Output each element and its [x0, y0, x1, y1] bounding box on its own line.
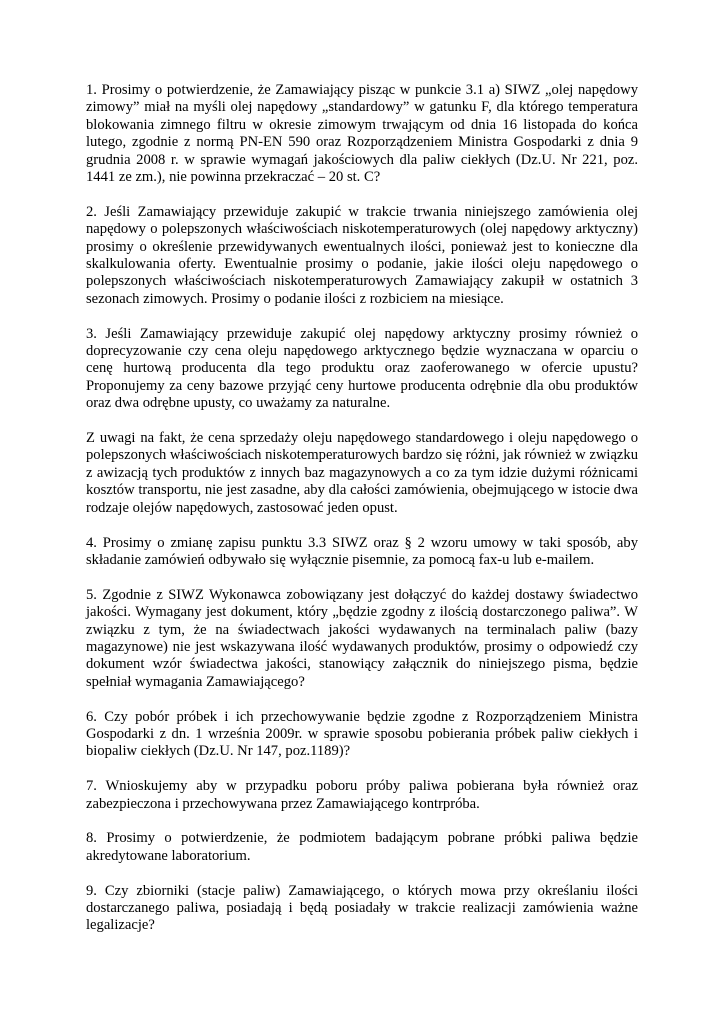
question-2-paragraph: 2. Jeśli Zamawiający przewiduje zakupić w trakcie trwania niniejszego zamówienia olej napędowy o polepszonych właściwościach niskotemperaturowych (olej napędowy arktyczny) prosimy o określenie przewidywanych ewentualnych ilości, ponieważ jest to konieczne dla skalkulowania oferty. Ewentualnie prosimy o podanie, jakie ilości oleju napędowego o polepszonych właściwościach niskotemperaturowych Zamawiający zakupił w ostatnich 3 sezonach zimowych. Prosimy o podanie ilości z rozbiciem na miesiące.: [86, 203, 638, 307]
question-9-paragraph: 9. Czy zbiorniki (stacje paliw) Zamawiającego, o których mowa przy określaniu ilości dostarczanego paliwa, posiadają i będą posiadały w trakcie realizacji zamówienia ważne legalizacje?: [86, 882, 638, 934]
question-5-paragraph: 5. Zgodnie z SIWZ Wykonawca zobowiązany jest dołączyć do każdej dostawy świadectwo jakości. Wymagany jest dokument, który „będzie zgodny z ilością dostarczonego paliwa”. W związku z tym, że na świadectwach jakości wydawanych na terminalach paliw (bazy magazynowe) nie jest wskazywana ilość wydawanych produktów, prosimy o odpowiedź czy dokument wzór świadectwa jakości, stanowiący załącznik do niniejszego pisma, będzie spełniał wymagania Zamawiającego?: [86, 586, 638, 690]
question-1-paragraph: 1. Prosimy o potwierdzenie, że Zamawiający pisząc w punkcie 3.1 a) SIWZ „olej napędowy zimowy” miał na myśli olej napędowy „standardowy” w gatunku F, dla którego temperatura blokowania zimnego filtru w okresie zimowym trwającym od dnia 16 listopada do końca lutego, zgodnie z normą PN-EN 590 oraz Rozporządzeniem Ministra Gospodarki z dnia 9 grudnia 2008 r. w sprawie wymagań jakościowych dla paliw ciekłych (Dz.U. Nr 221, poz. 1441 ze zm.), nie powinna przekraczać – 20 st. C?: [86, 82, 638, 186]
question-6-paragraph: 6. Czy pobór próbek i ich przechowywanie będzie zgodne z Rozporządzeniem Ministra Gospodarki z dn. 1 września 2009r. w sprawie sposobu pobierania próbek paliw ciekłych i biopaliw ciekłych (Dz.U. Nr 147, poz.1189)?: [86, 708, 638, 760]
question-4-paragraph: 4. Prosimy o zmianę zapisu punktu 3.3 SIWZ oraz § 2 wzoru umowy w taki sposób, aby składanie zamówień odbywało się wyłącznie pisemnie, za pomocą fax-u lub e-mailem.: [86, 534, 638, 568]
document-page: [86, 82, 638, 935]
question-7-paragraph: 7. Wnioskujemy aby w przypadku poboru próby paliwa pobierana była również oraz zabezpieczona i przechowywana przez Zamawiającego kontrpróba.: [86, 778, 638, 812]
question-3-justification-paragraph: Z uwagi na fakt, że cena sprzedaży oleju napędowego standardowego i oleju napędowego o polepszonych właściwościach niskotemperaturowych bardzo się różni, jak również w związku z awizacją tych produktów z innych baz magazynowych a co za tym idzie dużymi różnicami kosztów transportu, nie jest zasadne, aby dla całości zamówienia, obejmującego w istocie dwa rodzaje olejów napędowych, zastosować jeden opust.: [86, 430, 638, 516]
question-8-paragraph: 8. Prosimy o potwierdzenie, że podmiotem badającym pobrane próbki paliwa będzie akredytowane laboratorium.: [86, 830, 638, 864]
question-3-paragraph: 3. Jeśli Zamawiający przewiduje zakupić olej napędowy arktyczny prosimy również o doprecyzowanie czy cena oleju napędowego arktycznego będzie wyznaczana w oparciu o cenę hurtową producenta dla tego produktu oraz zaoferowanego w ofercie upustu? Proponujemy za ceny bazowe przyjąć ceny hurtowe producenta odrębnie dla obu produktów oraz dwa odrębne upusty, co uważamy za naturalne.: [86, 325, 638, 412]
